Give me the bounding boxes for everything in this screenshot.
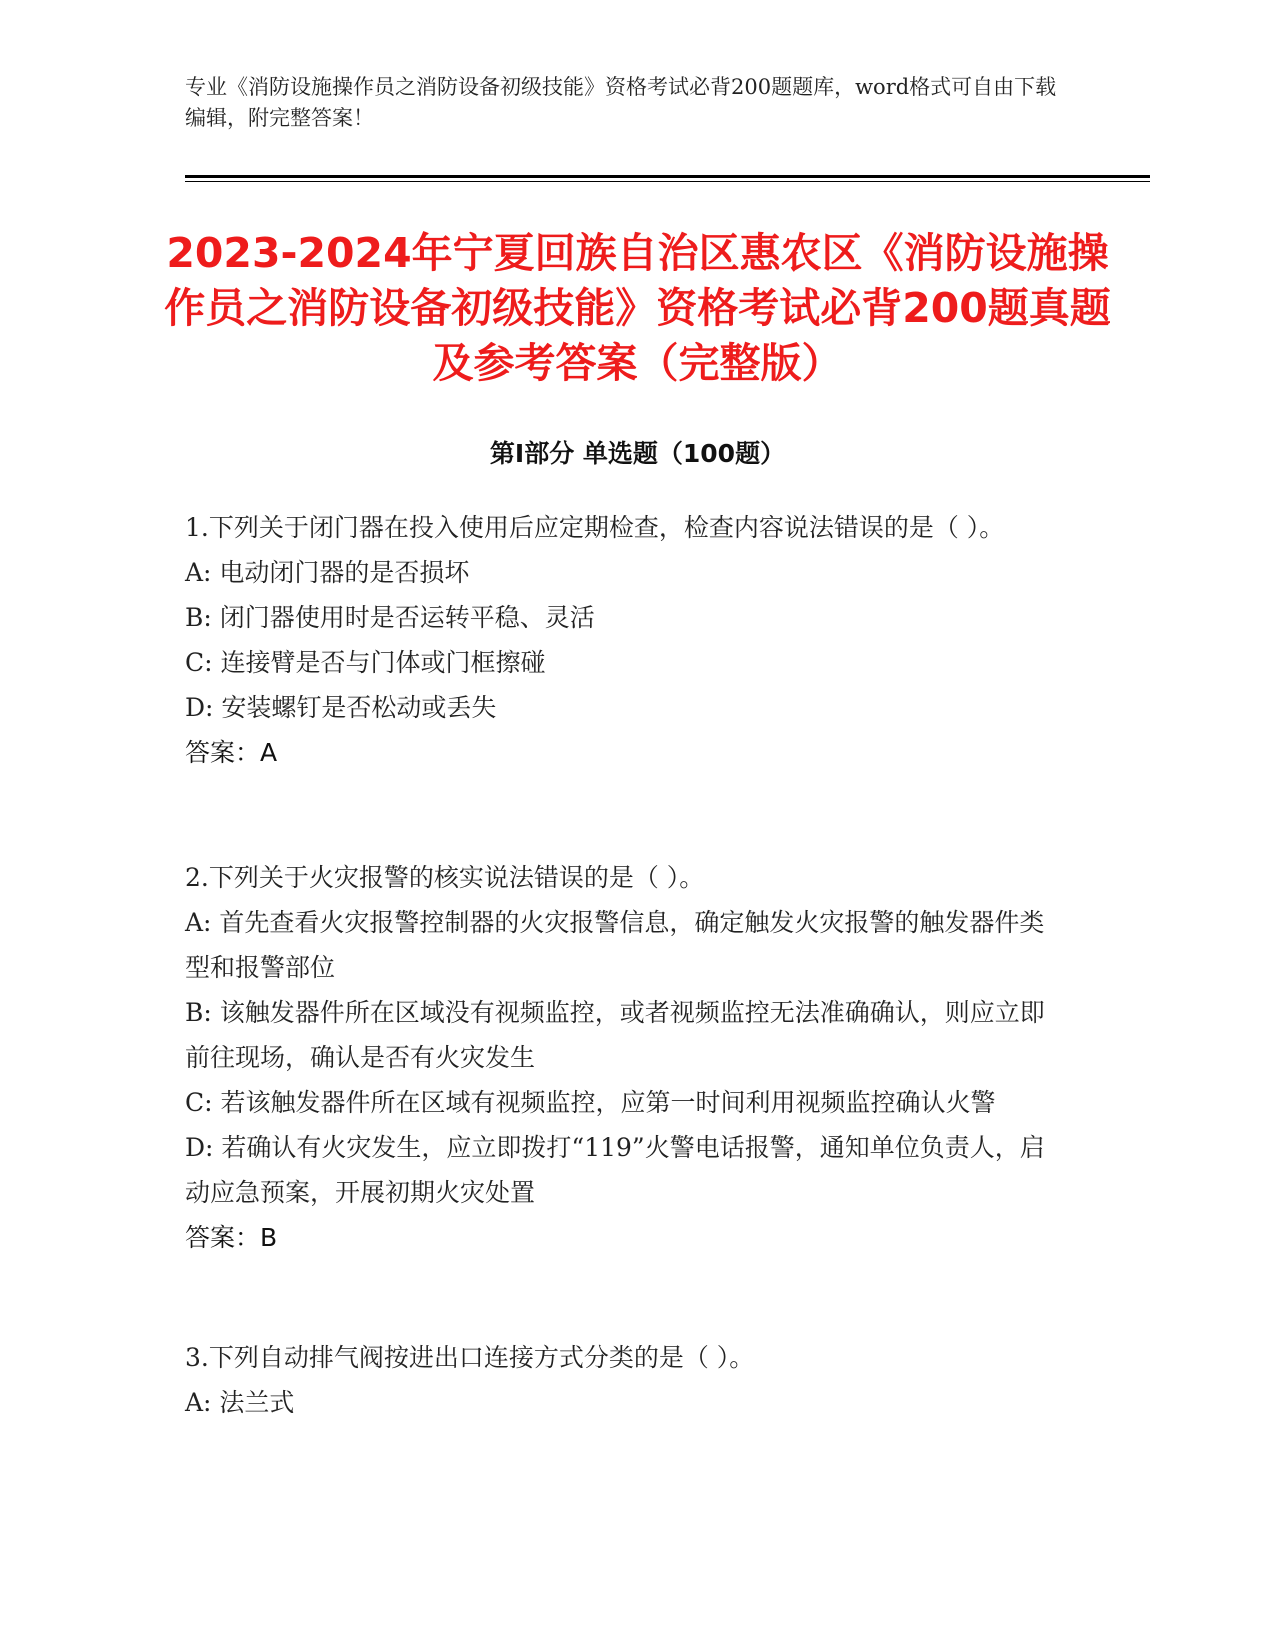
answer: 答案：A: [185, 738, 278, 767]
answer: 答案：B: [185, 1223, 278, 1252]
option-d: D: 安装螺钉是否松动或丢失: [185, 693, 497, 722]
question-3: [185, 1335, 1065, 1425]
section-heading: 第Ⅰ部分 单选题（100题）: [489, 439, 786, 468]
header-rule-thick: [185, 175, 1150, 178]
question-stem: 3.下列自动排气阀按进出口连接方式分类的是（ ）。: [185, 1343, 755, 1372]
question-stem: 2.下列关于火灾报警的核实说法错误的是（ ）。: [185, 863, 705, 892]
document-title: 2023-2024年宁夏回族自治区惠农区《消防设施操作员之消防设备初级技能》资格考试必背200题真题及参考答案（完整版）: [164, 229, 1111, 387]
question-stem: 1.下列关于闭门器在投入使用后应定期检查，检查内容说法错误的是（ ）。: [185, 513, 1005, 542]
option-a: A: 法兰式: [185, 1388, 295, 1417]
header-rule-thin: [185, 181, 1150, 182]
option-c: C: 连接臂是否与门体或门框擦碰: [185, 648, 546, 677]
question-1: [185, 505, 1065, 775]
option-b: B: 该触发器件所在区域没有视频监控，或者视频监控无法准确确认，则应立即前往现场，确认是否有火灾发生: [185, 998, 1045, 1072]
option-d: D: 若确认有火灾发生，应立即拨打“119”火警电话报警，通知单位负责人，启动应急预案，开展初期火灾处置: [185, 1133, 1045, 1207]
header-note: 专业《消防设施操作员之消防设备初级技能》资格考试必背200题题库，word格式可自由下载编辑，附完整答案！: [185, 75, 1057, 130]
option-c: C: 若该触发器件所在区域有视频监控，应第一时间利用视频监控确认火警: [185, 1088, 996, 1117]
option-a: A: 首先查看火灾报警控制器的火灾报警信息，确定触发火灾报警的触发器件类型和报警部位: [185, 908, 1045, 982]
option-a: A: 电动闭门器的是否损坏: [185, 558, 470, 587]
option-b: B: 闭门器使用时是否运转平稳、灵活: [185, 603, 595, 632]
question-2: [185, 855, 1065, 1260]
